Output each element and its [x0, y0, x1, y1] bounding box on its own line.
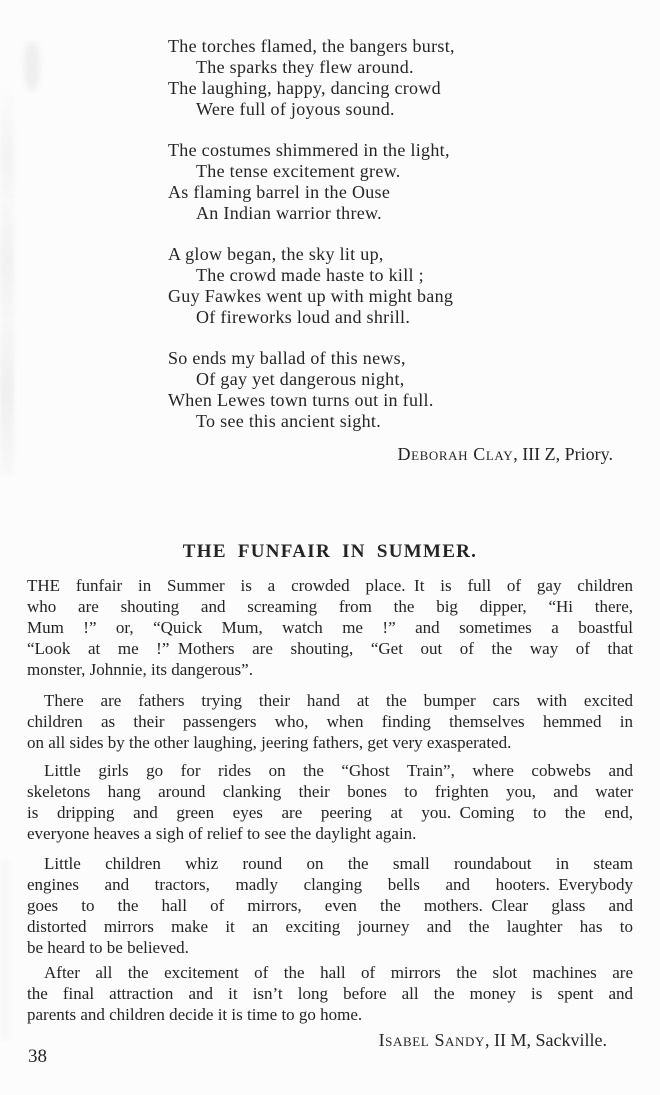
poem-line: The sparks they flew around. — [196, 57, 414, 77]
text-line: distorted mirrors make it an exciting journey and the laughter has to — [27, 917, 633, 936]
poem-line: Were full of joyous sound. — [196, 99, 395, 119]
poem-line: The crowd made haste to kill ; — [196, 265, 424, 285]
poem-line: So ends my ballad of this news, — [168, 348, 406, 368]
poem-author-detail: , III Z, Priory. — [513, 444, 613, 464]
poem-line: Of gay yet dangerous night, — [196, 369, 405, 389]
poem-line: When Lewes town turns out in full. — [168, 390, 434, 410]
text-line: goes to the hall of mirrors, even the mothers. Clear glass and — [27, 896, 633, 915]
article-attribution — [27, 1030, 633, 1051]
scan-smudge — [0, 85, 14, 475]
poem-stanza — [168, 36, 633, 120]
text-line: children as their passengers who, when finding themselves hemmed in — [27, 712, 633, 731]
article-paragraph — [27, 760, 633, 844]
text-line: Little children whiz round on the small roundabout in steam — [44, 854, 633, 873]
poem-author-name: Deborah Clay — [397, 444, 514, 464]
article-paragraph — [27, 962, 633, 1025]
text-line: be heard to be believed. — [27, 938, 189, 957]
poem-line: The laughing, happy, dancing crowd — [168, 78, 441, 98]
text-line: who are shouting and screaming from the big dipper, “Hi there, — [27, 597, 633, 616]
text-line: Little girls go for rides on the “Ghost Train”, where cobwebs and — [44, 761, 633, 780]
text-line: There are fathers trying their hand at the bumper cars with excited — [44, 691, 633, 710]
poem-line: As flaming barrel in the Ouse — [168, 182, 391, 202]
page-content — [27, 0, 633, 1051]
article-author-detail: , II M, Sackville. — [485, 1030, 607, 1050]
poem-line: To see this ancient sight. — [196, 411, 382, 431]
article-paragraph — [27, 575, 633, 680]
article-paragraph — [27, 690, 633, 753]
poem — [168, 0, 633, 432]
text-line: engines and tractors, madly clanging bells and hooters. Everybody — [27, 875, 633, 894]
text-line: the final attraction and it isn’t long before all the money is spent and — [27, 984, 633, 1003]
poem-stanza — [168, 348, 633, 432]
article-paragraph — [27, 853, 633, 958]
text-line: After all the excitement of the hall of mirrors the slot machines are — [44, 963, 633, 982]
poem-stanza — [168, 140, 633, 224]
text-line: is dripping and green eyes are peering at you. Coming to the end, — [27, 803, 633, 822]
text-line: skeletons hang around clanking their bones to frighten you, and water — [27, 782, 633, 801]
text-line: monster, Johnnie, its dangerous”. — [27, 660, 253, 679]
poem-stanza — [168, 244, 633, 328]
article-author-name: Isabel Sandy — [378, 1030, 486, 1050]
poem-line: Guy Fawkes went up with might bang — [168, 286, 454, 306]
poem-line: A glow began, the sky lit up, — [168, 244, 384, 264]
poem-line: An Indian warrior threw. — [196, 203, 382, 223]
poem-line: The tense excitement grew. — [196, 161, 401, 181]
poem-attribution — [27, 444, 633, 465]
text-line: everyone heaves a sigh of relief to see the daylight again. — [27, 824, 417, 843]
article-title: THE FUNFAIR IN SUMMER. — [182, 541, 478, 562]
poem-line: The torches flamed, the bangers burst, — [168, 36, 455, 56]
text-line: parents and children decide it is time to go home. — [27, 1005, 363, 1024]
text-line: Mum !” or, “Quick Mum, watch me !” and sometimes a boastful — [27, 618, 633, 637]
page-number: 38 — [28, 1046, 47, 1067]
poem-line: Of fireworks loud and shrill. — [196, 307, 411, 327]
text-line: THE funfair in Summer is a crowded place. It is full of gay children — [27, 576, 633, 595]
poem-line: The costumes shimmered in the light, — [168, 140, 450, 160]
text-line: on all sides by the other laughing, jeering fathers, get very exasperated. — [27, 733, 512, 752]
scan-smudge — [0, 860, 10, 1040]
text-line: “Look at me !” Mothers are shouting, “Get out of the way of that — [27, 639, 633, 658]
